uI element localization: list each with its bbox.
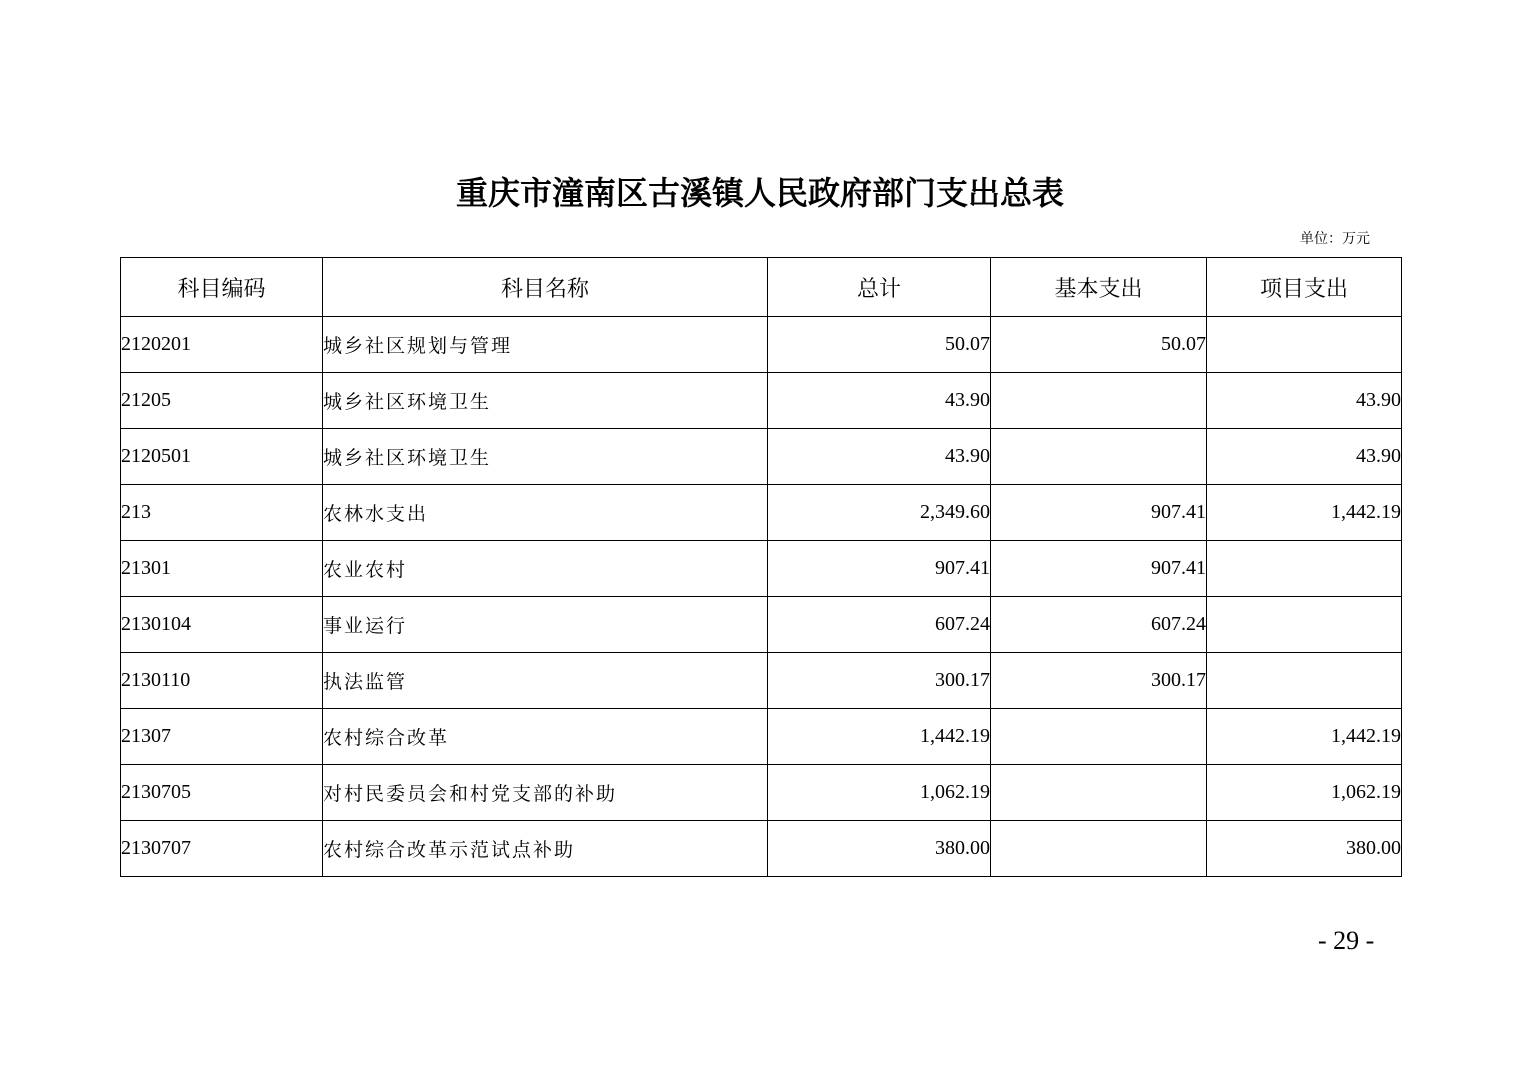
cell-project: 1,442.19 [1207, 485, 1402, 541]
header-basic: 基本支出 [991, 258, 1207, 317]
unit-label: 单位：万元 [1300, 231, 1370, 247]
table-row [121, 653, 1402, 709]
cell-name: 农林水支出 [323, 485, 768, 541]
table-row [121, 373, 1402, 429]
cell-total: 2,349.60 [768, 485, 991, 541]
cell-code: 2130104 [121, 597, 323, 653]
cell-basic [991, 821, 1207, 877]
cell-name: 对村民委员会和村党支部的补助 [323, 765, 768, 821]
table-row [121, 765, 1402, 821]
cell-name: 农村综合改革示范试点补助 [323, 821, 768, 877]
cell-code: 21307 [121, 709, 323, 765]
table-row [121, 821, 1402, 877]
table-row [121, 485, 1402, 541]
cell-total: 380.00 [768, 821, 991, 877]
cell-total: 43.90 [768, 429, 991, 485]
cell-project: 1,062.19 [1207, 765, 1402, 821]
cell-name: 农业农村 [323, 541, 768, 597]
cell-basic: 607.24 [991, 597, 1207, 653]
cell-basic: 50.07 [991, 317, 1207, 373]
cell-name: 城乡社区环境卫生 [323, 429, 768, 485]
cell-project [1207, 653, 1402, 709]
cell-basic: 300.17 [991, 653, 1207, 709]
cell-project: 43.90 [1207, 373, 1402, 429]
cell-name: 执法监管 [323, 653, 768, 709]
table-row [121, 429, 1402, 485]
cell-total: 43.90 [768, 373, 991, 429]
cell-project [1207, 317, 1402, 373]
page-title: 重庆市潼南区古溪镇人民政府部门支出总表 [455, 174, 1064, 212]
cell-basic [991, 373, 1207, 429]
cell-total: 1,062.19 [768, 765, 991, 821]
table-row [121, 597, 1402, 653]
cell-total: 50.07 [768, 317, 991, 373]
cell-code: 21301 [121, 541, 323, 597]
table-header-row [121, 258, 1402, 317]
header-code: 科目编码 [121, 258, 323, 317]
cell-name: 城乡社区环境卫生 [323, 373, 768, 429]
cell-basic [991, 429, 1207, 485]
table-row [121, 709, 1402, 765]
cell-name: 城乡社区规划与管理 [323, 317, 768, 373]
cell-project [1207, 541, 1402, 597]
cell-code: 213 [121, 485, 323, 541]
cell-basic: 907.41 [991, 485, 1207, 541]
cell-code: 2130705 [121, 765, 323, 821]
cell-project: 43.90 [1207, 429, 1402, 485]
cell-code: 21205 [121, 373, 323, 429]
cell-project [1207, 597, 1402, 653]
cell-total: 907.41 [768, 541, 991, 597]
header-total: 总计 [768, 258, 991, 317]
header-project: 项目支出 [1207, 258, 1402, 317]
table-row [121, 541, 1402, 597]
page-number: - 29 - [1318, 926, 1375, 955]
cell-project: 380.00 [1207, 821, 1402, 877]
cell-total: 1,442.19 [768, 709, 991, 765]
cell-code: 2120501 [121, 429, 323, 485]
cell-total: 607.24 [768, 597, 991, 653]
table-row [121, 317, 1402, 373]
cell-name: 农村综合改革 [323, 709, 768, 765]
cell-code: 2130110 [121, 653, 323, 709]
header-name: 科目名称 [323, 258, 768, 317]
cell-basic [991, 709, 1207, 765]
cell-project: 1,442.19 [1207, 709, 1402, 765]
cell-code: 2120201 [121, 317, 323, 373]
expenditure-table [120, 257, 1402, 877]
cell-basic [991, 765, 1207, 821]
cell-basic: 907.41 [991, 541, 1207, 597]
cell-name: 事业运行 [323, 597, 768, 653]
cell-total: 300.17 [768, 653, 991, 709]
cell-code: 2130707 [121, 821, 323, 877]
